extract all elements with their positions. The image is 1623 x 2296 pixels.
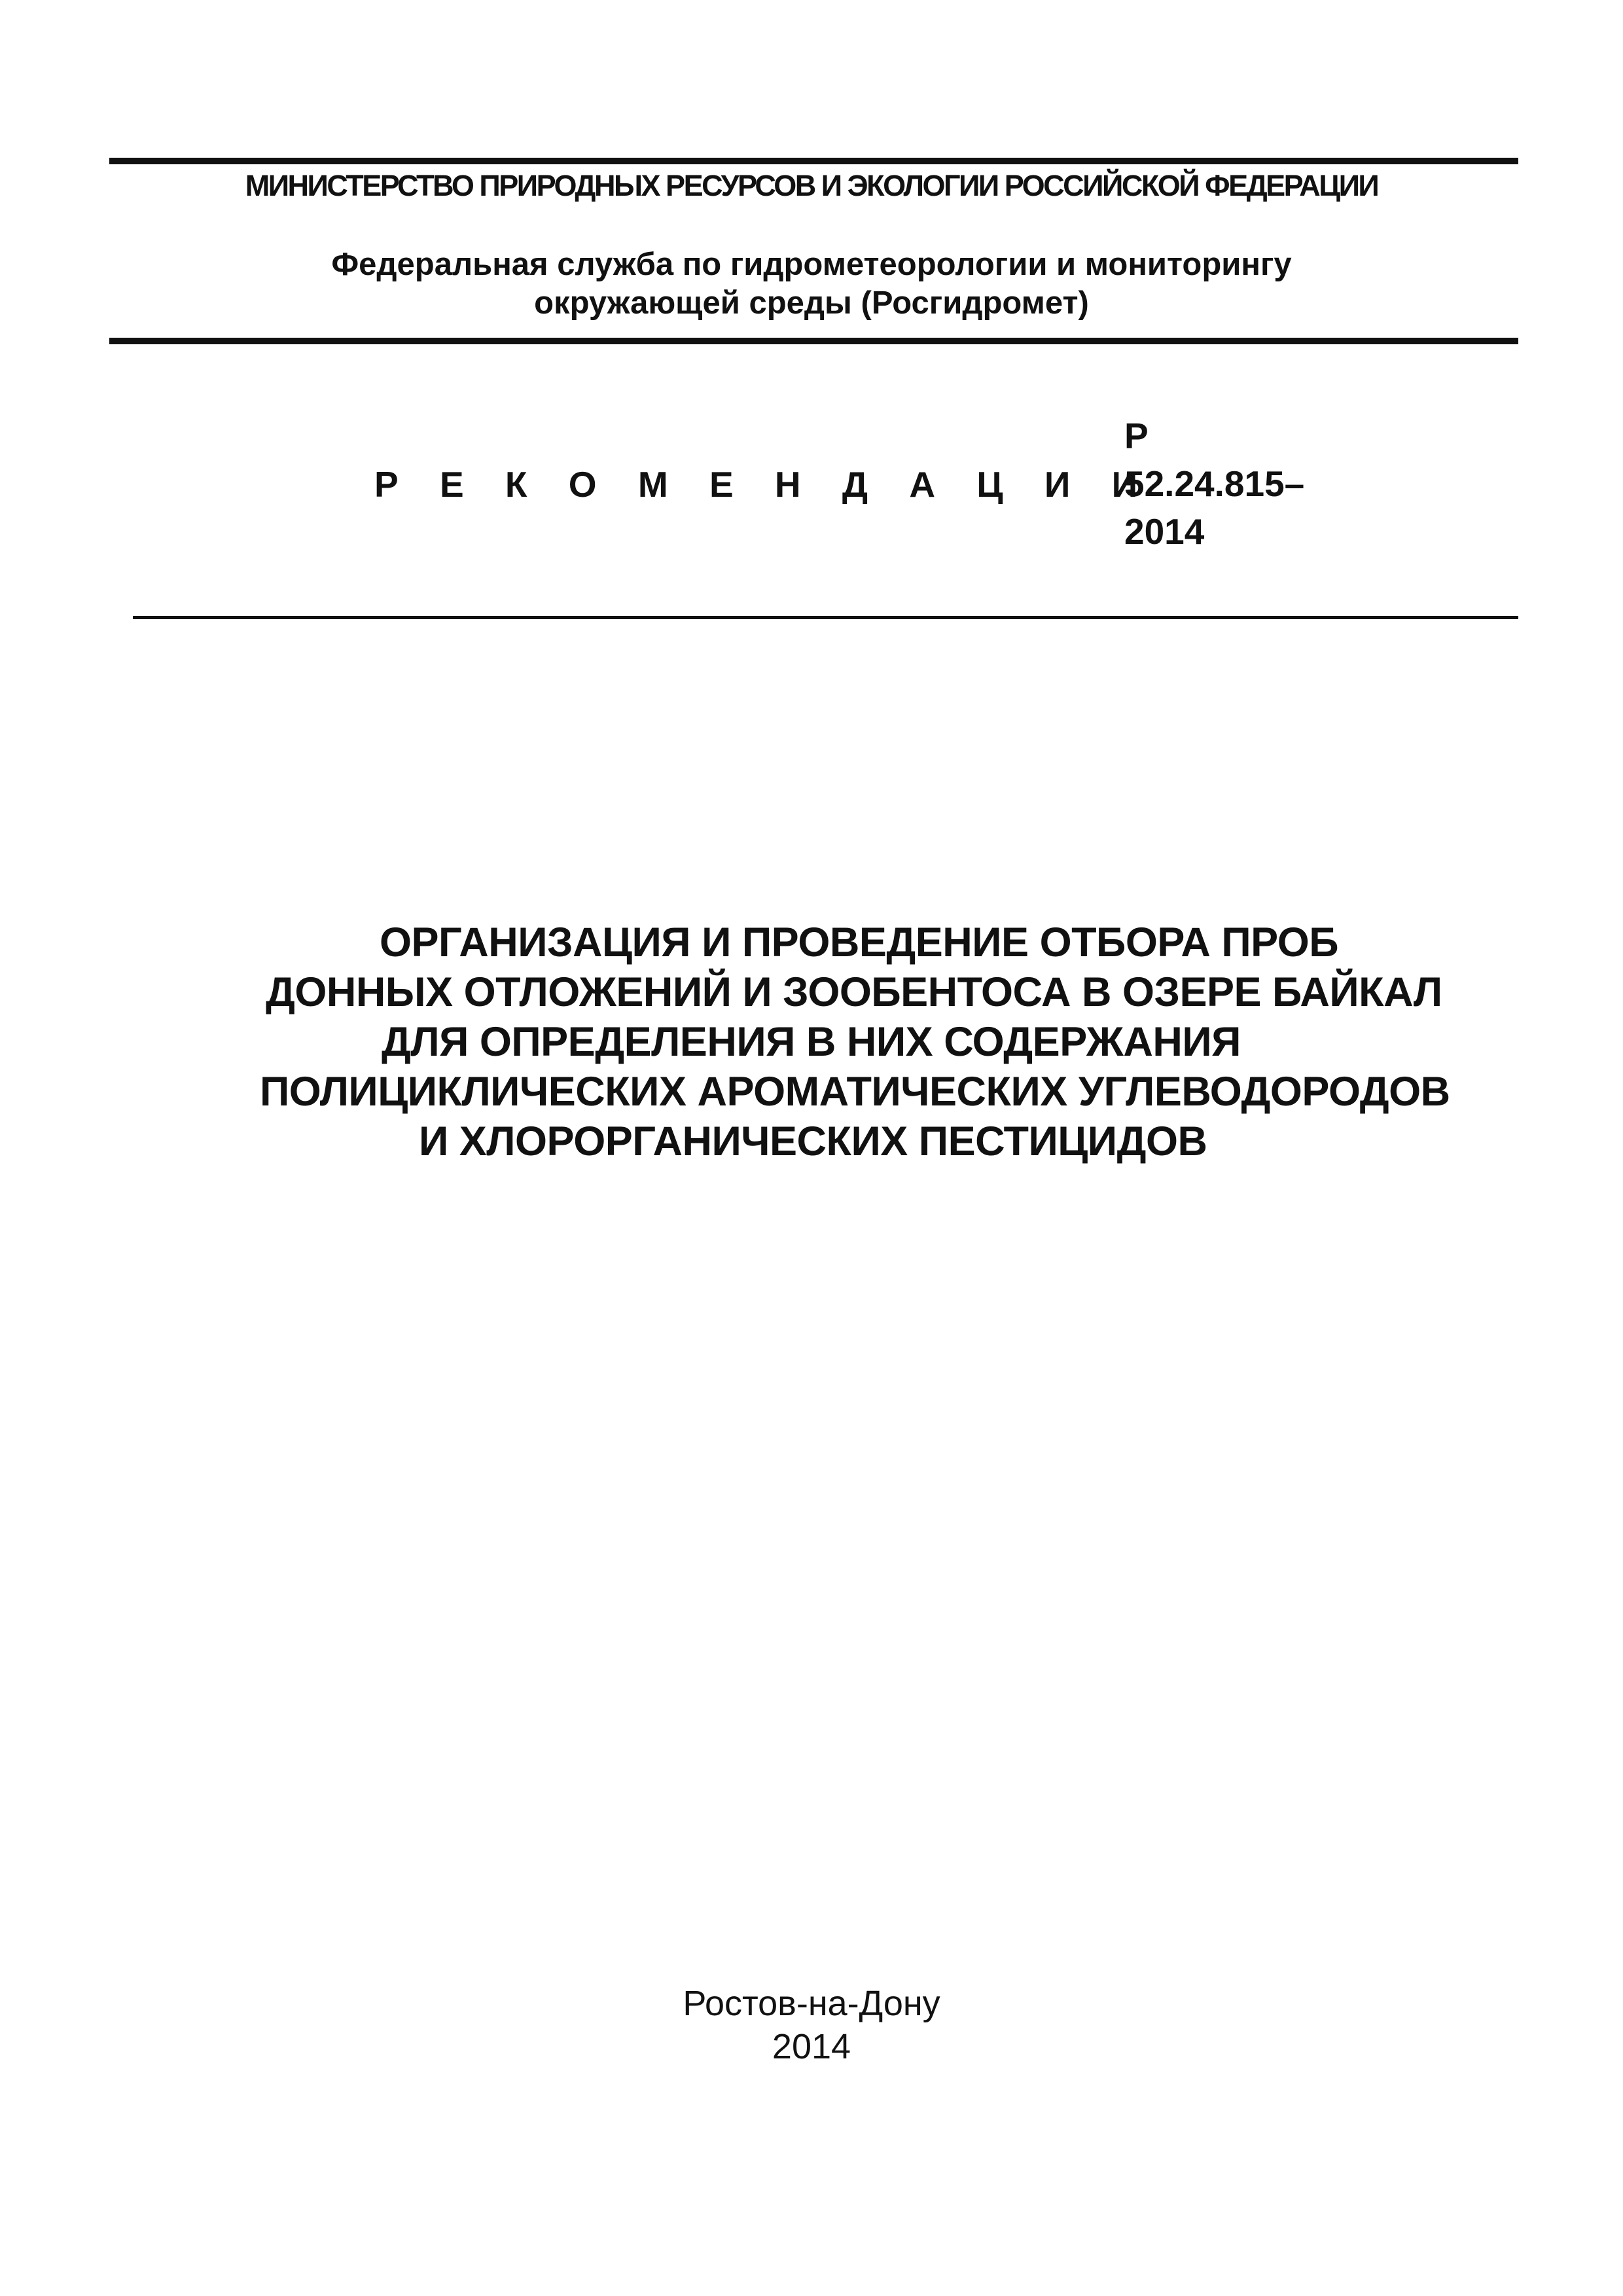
service-name-line-2: окружающей среды (Росгидромет) — [534, 285, 1089, 321]
publication-year: 2014 — [772, 2027, 851, 2066]
document-code — [1124, 412, 1304, 556]
document-code-year: 2014 — [1124, 511, 1205, 552]
title-line-1: ОРГАНИЗАЦИЯ И ПРОВЕДЕНИЕ ОТБОРА ПРОБ — [380, 920, 1339, 965]
header-divider — [109, 338, 1518, 344]
title-line-4: ПОЛИЦИКЛИЧЕСКИХ АРОМАТИЧЕСКИХ УГЛЕВОДОРОДОВ — [260, 1069, 1450, 1115]
service-name — [0, 245, 1623, 323]
designation-divider — [133, 616, 1518, 619]
publication-city: Ростов-на-Дону — [683, 1984, 940, 2023]
title-line-2: ДОННЫХ ОТЛОЖЕНИЙ И ЗООБЕНТОСА В ОЗЕРЕ БАЙКАЛ — [266, 969, 1442, 1015]
document-type-label: Р Е К О М Е Н Д А Ц И И — [374, 464, 1154, 505]
title-line-3: ДЛЯ ОПРЕДЕЛЕНИЯ В НИХ СОДЕРЖАНИЯ — [382, 1019, 1241, 1065]
top-divider — [109, 158, 1518, 164]
ministry-name: МИНИСТЕРСТВО ПРИРОДНЫХ РЕСУРСОВ И ЭКОЛОГИИ РОССИЙСКОЙ ФЕДЕРАЦИИ — [245, 169, 1378, 202]
title-line-5: И ХЛОРОРГАНИЧЕСКИХ ПЕСТИЦИДОВ — [419, 1119, 1207, 1164]
document-code-number: 52.24.815– — [1124, 463, 1305, 504]
document-code-prefix: Р — [1124, 416, 1149, 456]
service-name-line-1: Федеральная служба по гидрометеорологии и мониторингу — [331, 247, 1292, 282]
